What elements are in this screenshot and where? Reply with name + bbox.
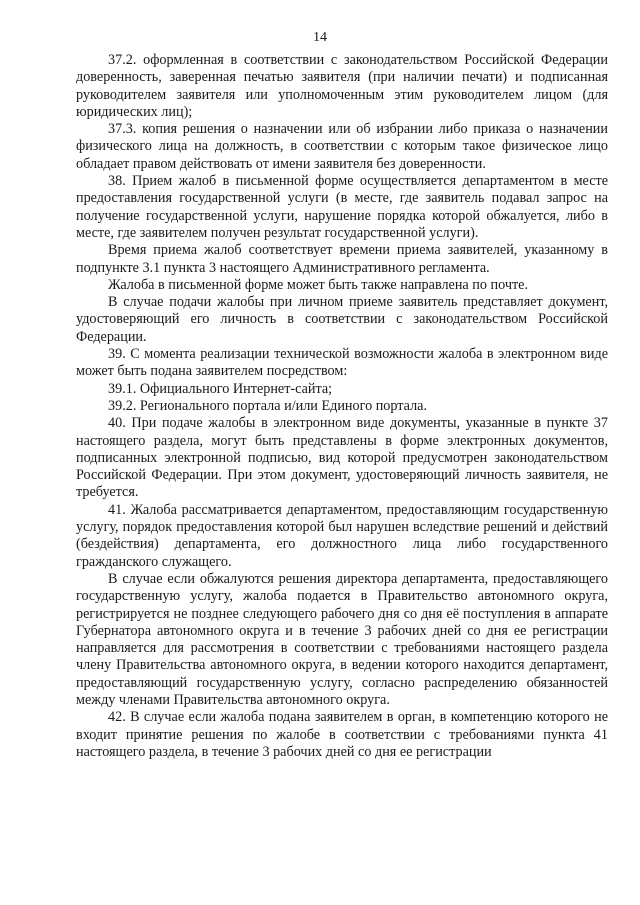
paragraph-39: 39. С момента реализации технической возможности жалоба в электронном виде может быть подана заявителем посредством: bbox=[76, 346, 608, 380]
document-body bbox=[76, 52, 608, 761]
paragraph-39-1: 39.1. Официального Интернет-сайта; bbox=[108, 380, 333, 397]
paragraph-reception-time: Время приема жалоб соответствует времени приема заявителей, указанному в подпункте 3.1 пункта 3 настоящего Административного регламента. bbox=[76, 242, 608, 276]
paragraph-postal-complaint: Жалоба в письменной форме может быть также направлена по почте. bbox=[108, 276, 529, 293]
paragraph-39-2: 39.2. Регионального портала и/или Единого портала. bbox=[108, 397, 428, 414]
paragraph-42: 42. В случае если жалоба подана заявителем в орган, в компетенцию которого не входит принятие решения по жалобе в соответствии с требованиями пункта 41 настоящего раздела, в течение 3 рабочих дней со дня ее регистрации bbox=[76, 709, 608, 760]
paragraph-director-appeal: В случае если обжалуются решения директора департамента, предоставляющего государственную услугу, жалоба подается в Правительство автономного округа, регистрируется не позднее следующего рабочего дня со дня её поступления в аппарате Губернатора автономного округа и в течение 3 рабочих дней со дня ее регистрации направляется для рассмотрения в соответствии с требованиями настоящего раздела члену Правительства автономного округа, в ведении которого находится департамент, предоставляющий государственную услугу, согласно распределению обязанностей между членами Правительства автономного округа. bbox=[76, 570, 608, 708]
paragraph-personal-reception: В случае подачи жалобы при личном приеме заявитель представляет документ, удостоверяющий его личность в соответствии с законодательством Российской Федерации. bbox=[76, 294, 608, 345]
paragraph-40: 40. При подаче жалобы в электронном виде документы, указанные в пункте 37 настоящего раздела, могут быть представлены в форме электронных документов, подписанных электронной подписью, вид которой предусмотрен законодательством Российской Федерации. При этом документ, удостоверяющий личность заявителя, не требуется. bbox=[76, 415, 608, 501]
paragraph-37-2: 37.2. оформленная в соответствии с законодательством Российской Федерации доверенность, заверенная печатью заявителя (при наличии печати) и подписанная руководителем заявителя или уполномоченным этим руководителем лицом (для юридических лиц); bbox=[76, 52, 608, 120]
page-number: 14 bbox=[313, 30, 327, 45]
paragraph-41: 41. Жалоба рассматривается департаментом, предоставляющим государственную услугу, порядок предоставления которой был нарушен вследствие решений и действий (бездействия) департамента, его должностного лица либо государственного гражданского служащего. bbox=[76, 501, 608, 570]
paragraph-37-3: 37.3. копия решения о назначении или об избрании либо приказа о назначении физического лица на должность, в соответствии с которым такое физическое лицо обладает правом действовать от имени заявителя без доверенности. bbox=[76, 121, 608, 172]
paragraph-38: 38. Прием жалоб в письменной форме осуществляется департаментом в месте предоставления государственной услуги (в месте, где заявитель подавал запрос на получение государственной услуги, нарушение порядка которой обжалуется, либо в месте, где заявителем получен результат государственной услуги). bbox=[76, 173, 608, 241]
